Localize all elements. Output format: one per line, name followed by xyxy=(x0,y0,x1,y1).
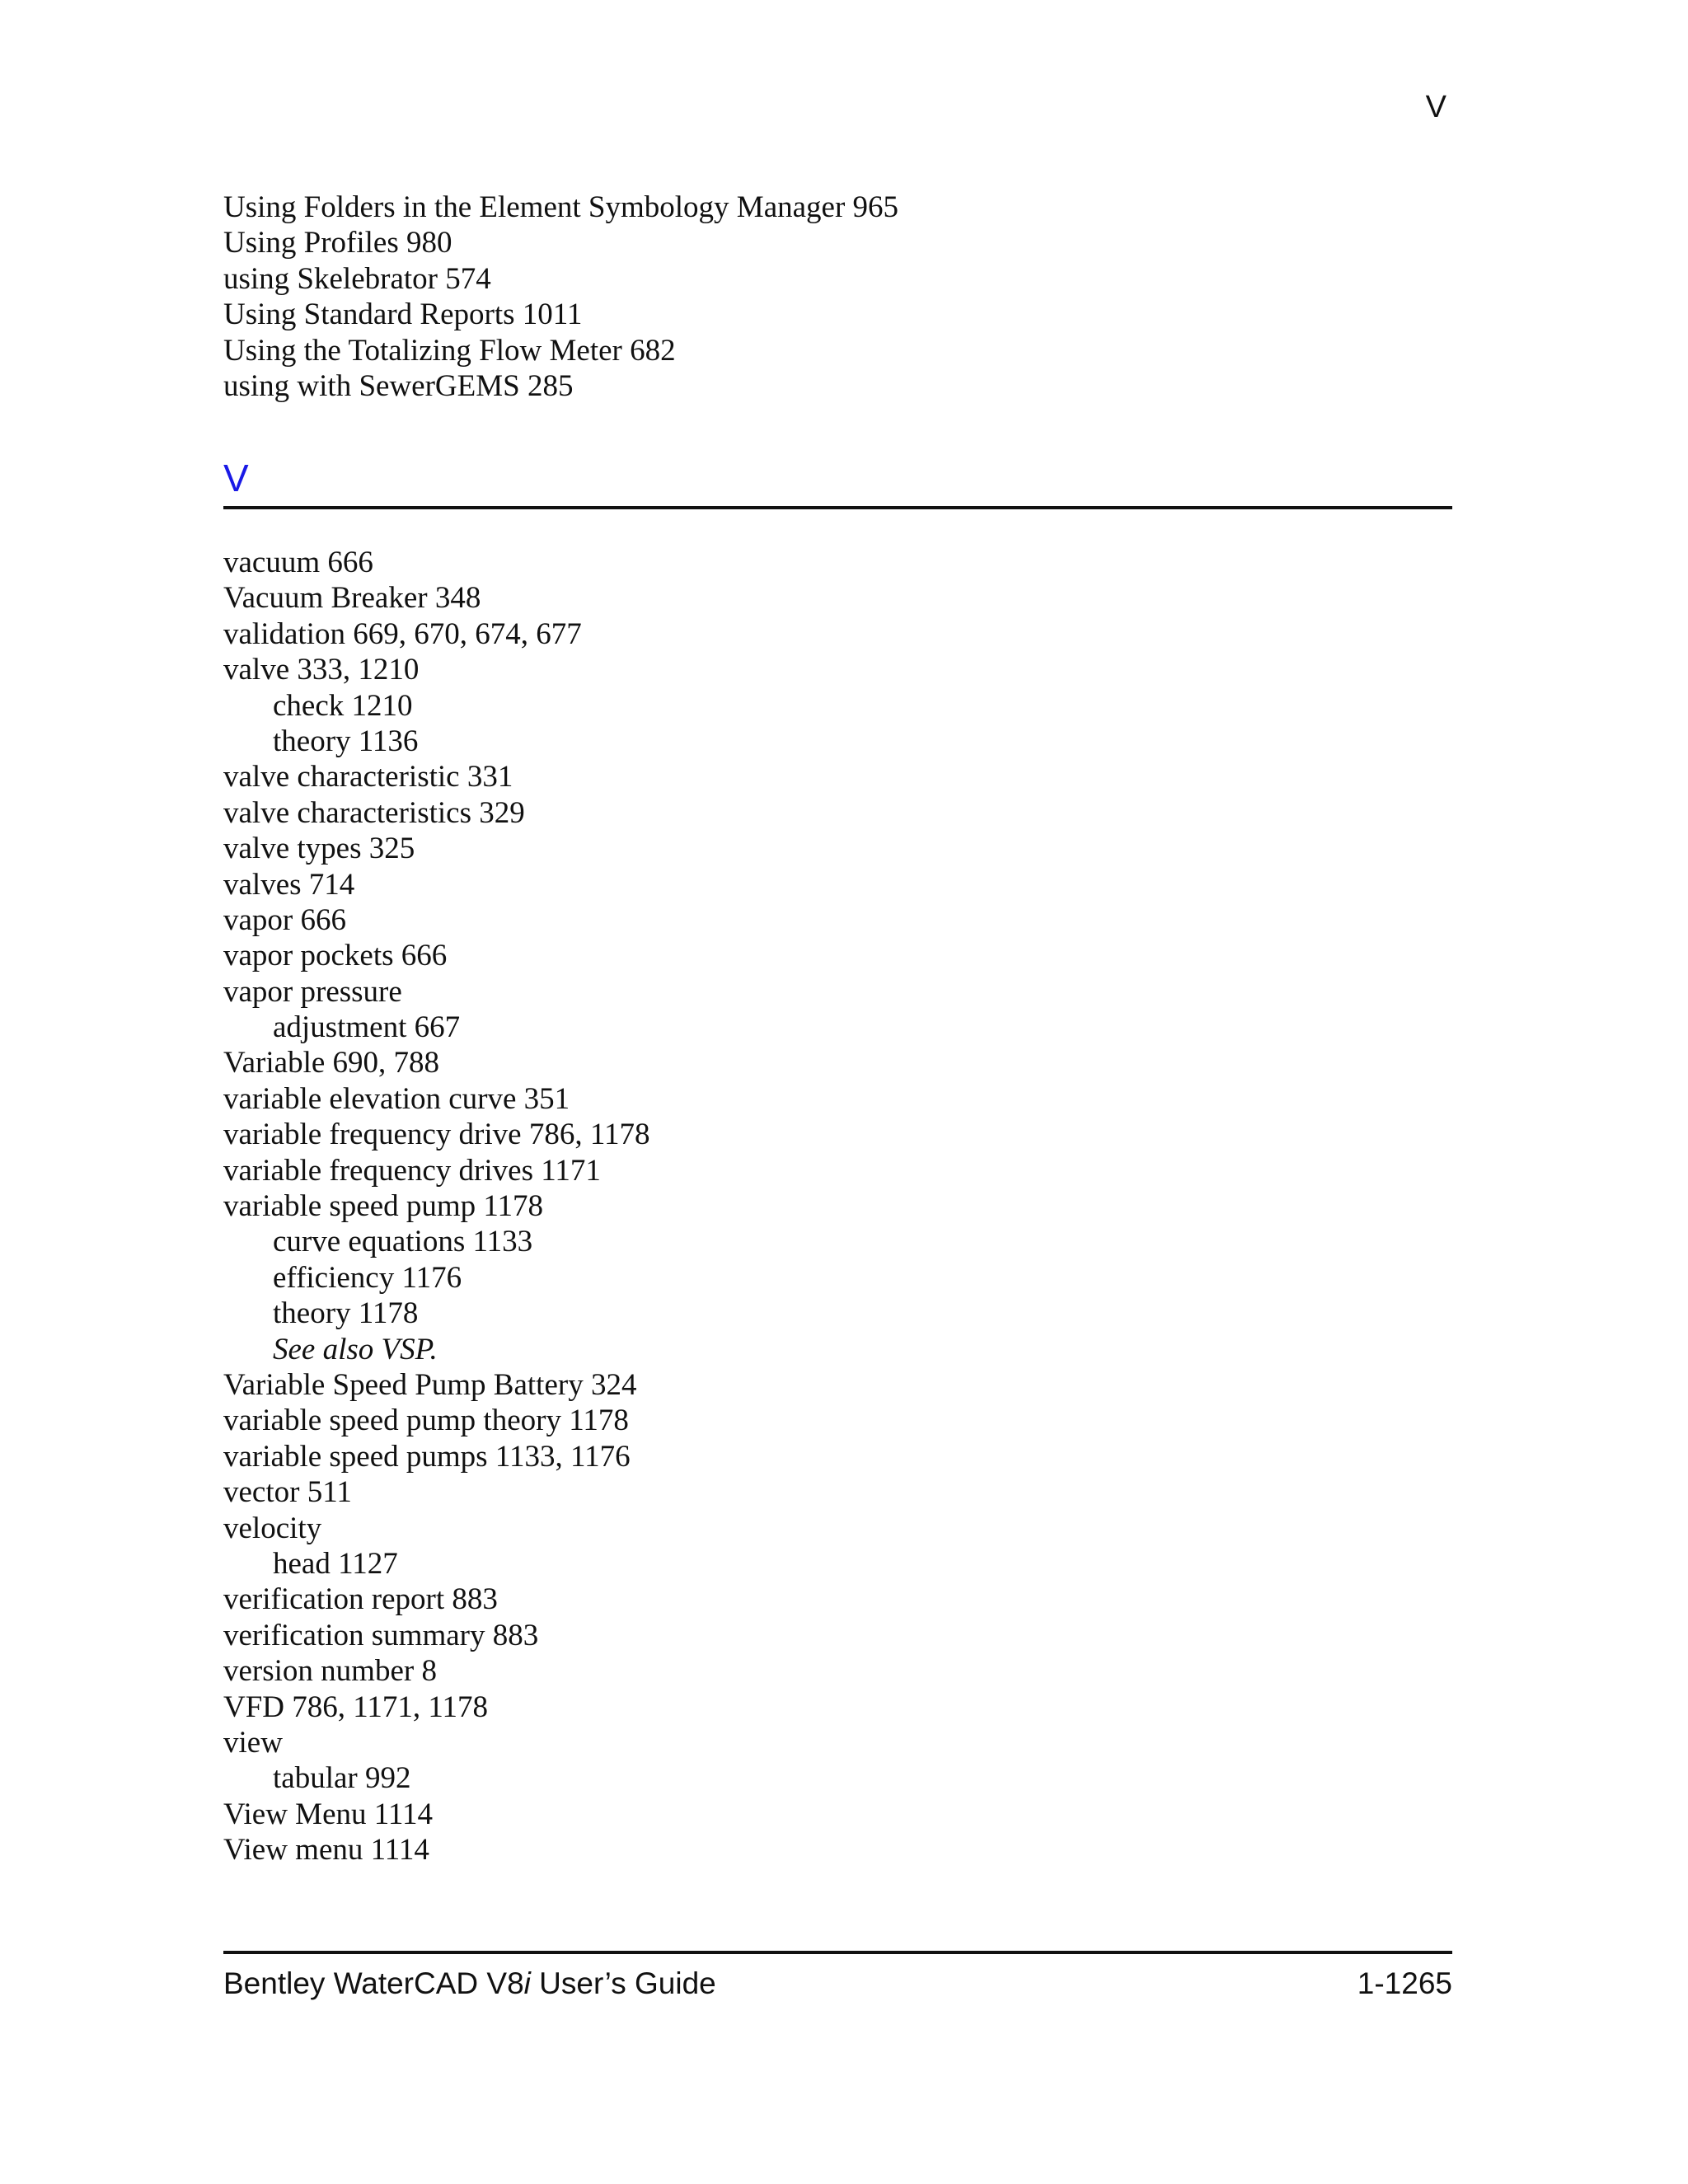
index-entry: vapor 666 xyxy=(223,902,346,937)
section-index-entries xyxy=(223,545,1460,1868)
index-entry: vapor pockets 666 xyxy=(223,939,448,973)
index-entry: View menu 1114 xyxy=(223,1833,429,1868)
index-entry: VFD 786, 1171, 1178 xyxy=(223,1690,489,1724)
footer-title-prefix: Bentley WaterCAD V8 xyxy=(223,1966,524,2000)
continued-index-entries xyxy=(223,190,1460,404)
index-entry: variable frequency drive 786, 1178 xyxy=(223,1118,650,1152)
index-subentry: check 1210 xyxy=(273,688,413,723)
index-subentry: efficiency 1176 xyxy=(273,1260,462,1295)
index-entry: valve characteristic 331 xyxy=(223,760,513,794)
index-entry: valve 333, 1210 xyxy=(223,653,420,687)
index-entry: variable elevation curve 351 xyxy=(223,1081,570,1116)
index-entry: validation 669, 670, 674, 677 xyxy=(223,616,582,651)
index-subentry: head 1127 xyxy=(273,1546,398,1581)
footer-book-title xyxy=(223,1964,716,2004)
section-divider xyxy=(223,506,1452,509)
index-subentry: tabular 992 xyxy=(273,1761,411,1796)
footer-divider xyxy=(223,1951,1452,1954)
index-entry: velocity xyxy=(223,1511,322,1545)
index-entry: Variable Speed Pump Battery 324 xyxy=(223,1367,637,1402)
index-entry: variable speed pumps 1133, 1176 xyxy=(223,1439,631,1474)
footer-title-suffix: User’s Guide xyxy=(530,1966,716,2000)
section-heading-letter: V xyxy=(223,457,249,499)
index-entry: View Menu 1114 xyxy=(223,1797,433,1831)
index-entry: verification report 883 xyxy=(223,1582,498,1617)
index-entry: Using Folders in the Element Symbology Manager 965 xyxy=(223,190,899,224)
index-entry: Using Profiles 980 xyxy=(223,226,452,260)
index-subentry: theory 1178 xyxy=(273,1296,419,1331)
index-entry: version number 8 xyxy=(223,1654,437,1689)
index-entry: vacuum 666 xyxy=(223,546,373,579)
index-entry: Using Standard Reports 1011 xyxy=(223,298,583,332)
index-subentry: adjustment 667 xyxy=(273,1010,461,1045)
index-entry: variable frequency drives 1171 xyxy=(223,1153,601,1188)
index-entry: variable speed pump 1178 xyxy=(223,1189,544,1224)
index-entry: valve characteristics 329 xyxy=(223,795,525,830)
running-head-letter: V xyxy=(1425,90,1447,124)
index-entry: Vacuum Breaker 348 xyxy=(223,581,481,616)
index-subentry: See also VSP. xyxy=(273,1332,438,1366)
index-entry: view xyxy=(223,1725,283,1760)
index-entry: valve types 325 xyxy=(223,832,415,866)
index-entry: Variable 690, 788 xyxy=(223,1046,440,1080)
index-entry: Using the Totalizing Flow Meter 682 xyxy=(223,333,676,368)
footer-title-italic: i xyxy=(523,1966,531,2000)
index-entry: using with SewerGEMS 285 xyxy=(223,368,574,403)
index-entry: using Skelebrator 574 xyxy=(223,261,491,296)
index-entry: vapor pressure xyxy=(223,974,402,1009)
index-entry: vector 511 xyxy=(223,1475,352,1510)
index-entry: valves 714 xyxy=(223,867,355,902)
index-subentry: theory 1136 xyxy=(273,724,419,758)
index-subentry: curve equations 1133 xyxy=(273,1225,533,1259)
index-entry: variable speed pump theory 1178 xyxy=(223,1404,629,1438)
footer-page-number: 1-1265 xyxy=(1357,1966,1452,2000)
index-entry: verification summary 883 xyxy=(223,1618,539,1652)
